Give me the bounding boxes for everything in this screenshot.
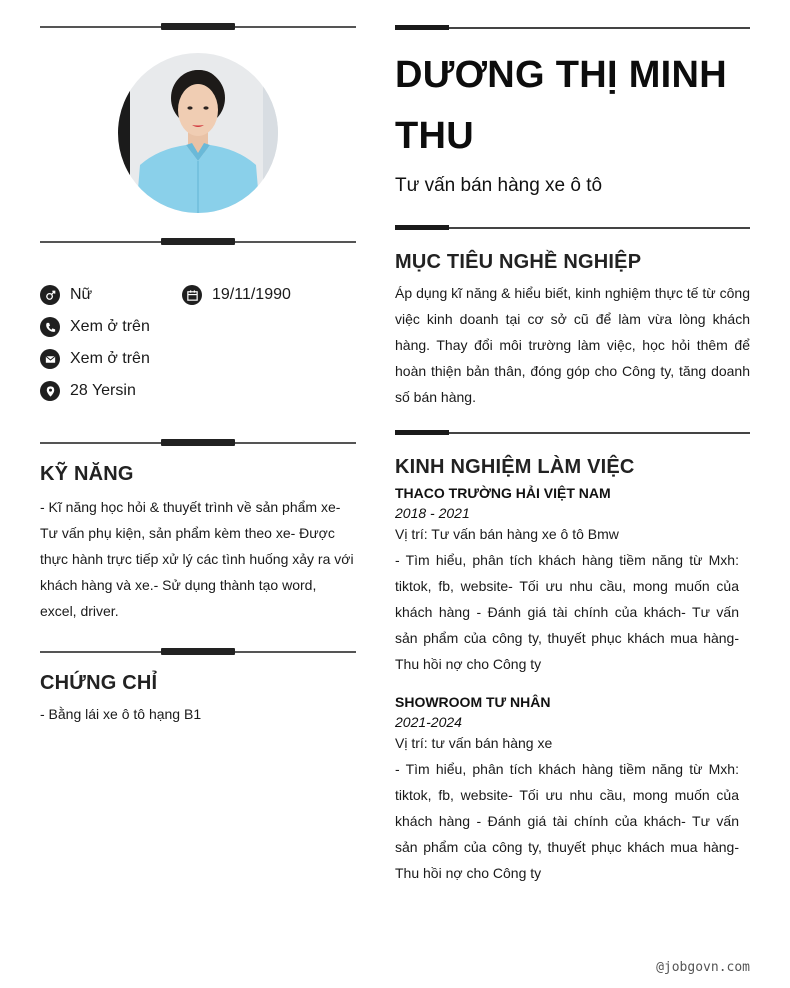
email-item (40, 349, 150, 369)
watermark: @jobgovn.com (656, 960, 750, 975)
divider (40, 238, 356, 246)
birthday-value: 19/11/1990 (212, 286, 291, 303)
job-entry (395, 694, 739, 886)
left-column (40, 0, 356, 727)
job-period: 2021-2024 (395, 714, 462, 730)
job-description: - Tìm hiểu, phân tích khách hàng tiềm năng từ Mxh: tiktok, fb, website- Tối ưu nhu cầu, mong muốn của khách hàng - Đánh giá tài chính của khách- Tư vấn sản phẩm của công ty, thuyết phục khách mua hàng- Thu hồi nợ cho Công ty (395, 761, 739, 881)
section-title: CHỨNG CHỈ (40, 672, 158, 694)
divider (40, 648, 356, 656)
avatar (118, 53, 278, 213)
job-company: THACO TRƯỜNG HẢI VIỆT NAM (395, 485, 611, 501)
candidate-name: DƯƠNG THỊ MINH THU (395, 54, 728, 157)
job-description: - Tìm hiểu, phân tích khách hàng tiềm năng từ Mxh: tiktok, fb, website- Tối ưu nhu cầu, mong muốn của khách hàng - Đánh giá tài chính của khách- Tư vấn sản phẩm của công ty, thuyết phục khách mua hàng- Thu hồi nợ cho Công ty (395, 552, 739, 672)
birthday-item (182, 285, 291, 305)
info-row (40, 311, 356, 343)
divider (395, 25, 750, 31)
location-pin-icon (40, 381, 60, 401)
divider (40, 439, 356, 447)
candidate-role: Tư vấn bán hàng xe ô tô (395, 175, 603, 196)
gender-item (40, 285, 182, 305)
skills-section (40, 463, 356, 624)
job-period: 2018 - 2021 (395, 505, 470, 521)
experience-section (395, 456, 750, 886)
info-row (40, 279, 356, 311)
certificates-text: - Bằng lái xe ô tô hạng B1 (40, 706, 202, 722)
section-title: KỸ NĂNG (40, 463, 134, 485)
phone-value: Xem ở trên (70, 318, 150, 335)
address-item (40, 381, 136, 401)
divider (395, 430, 750, 436)
profile-photo (118, 53, 278, 213)
phone-icon (40, 317, 60, 337)
job-company: SHOWROOM TƯ NHÂN (395, 694, 551, 710)
phone-item (40, 317, 150, 337)
gender-icon (40, 285, 60, 305)
job-position: Vị trí: tư vấn bán hàng xe (395, 735, 553, 751)
job-position: Vị trí: Tư vấn bán hàng xe ô tô Bmw (395, 526, 619, 542)
divider (40, 23, 356, 31)
section-title: MỤC TIÊU NGHỀ NGHIỆP (395, 251, 642, 273)
certificates-section (40, 672, 356, 727)
right-column (395, 0, 750, 886)
gender-value: Nữ (70, 286, 93, 303)
objective-text: Áp dụng kĩ năng & hiểu biết, kinh nghiệm thực tế từ công việc kinh doanh tại cơ sở cũ để làm vừa lòng khách hàng. Thay đổi môi trường làm việc, học hỏi thêm để hoàn thiện bản thân, đóng góp cho Công ty, tăng doanh số bán hàng. (395, 285, 750, 405)
email-icon (40, 349, 60, 369)
info-row (40, 343, 356, 375)
calendar-icon (182, 285, 202, 305)
info-row (40, 375, 356, 407)
objective-section (395, 251, 750, 410)
section-title: KINH NGHIỆM LÀM VIỆC (395, 456, 635, 478)
divider (395, 225, 750, 231)
job-entry (395, 485, 739, 677)
personal-info (40, 279, 356, 407)
address-value: 28 Yersin (70, 382, 136, 399)
email-value: Xem ở trên (70, 350, 150, 367)
skills-text: - Kĩ năng học hỏi & thuyết trình về sản phẩm xe- Tư vấn phụ kiện, sản phẩm kèm theo xe- Được thực hành trực tiếp xử lý các tình huống xảy ra với khách hàng và xe.- Sử dụng thành tạo word, excel, driver. (40, 499, 354, 619)
